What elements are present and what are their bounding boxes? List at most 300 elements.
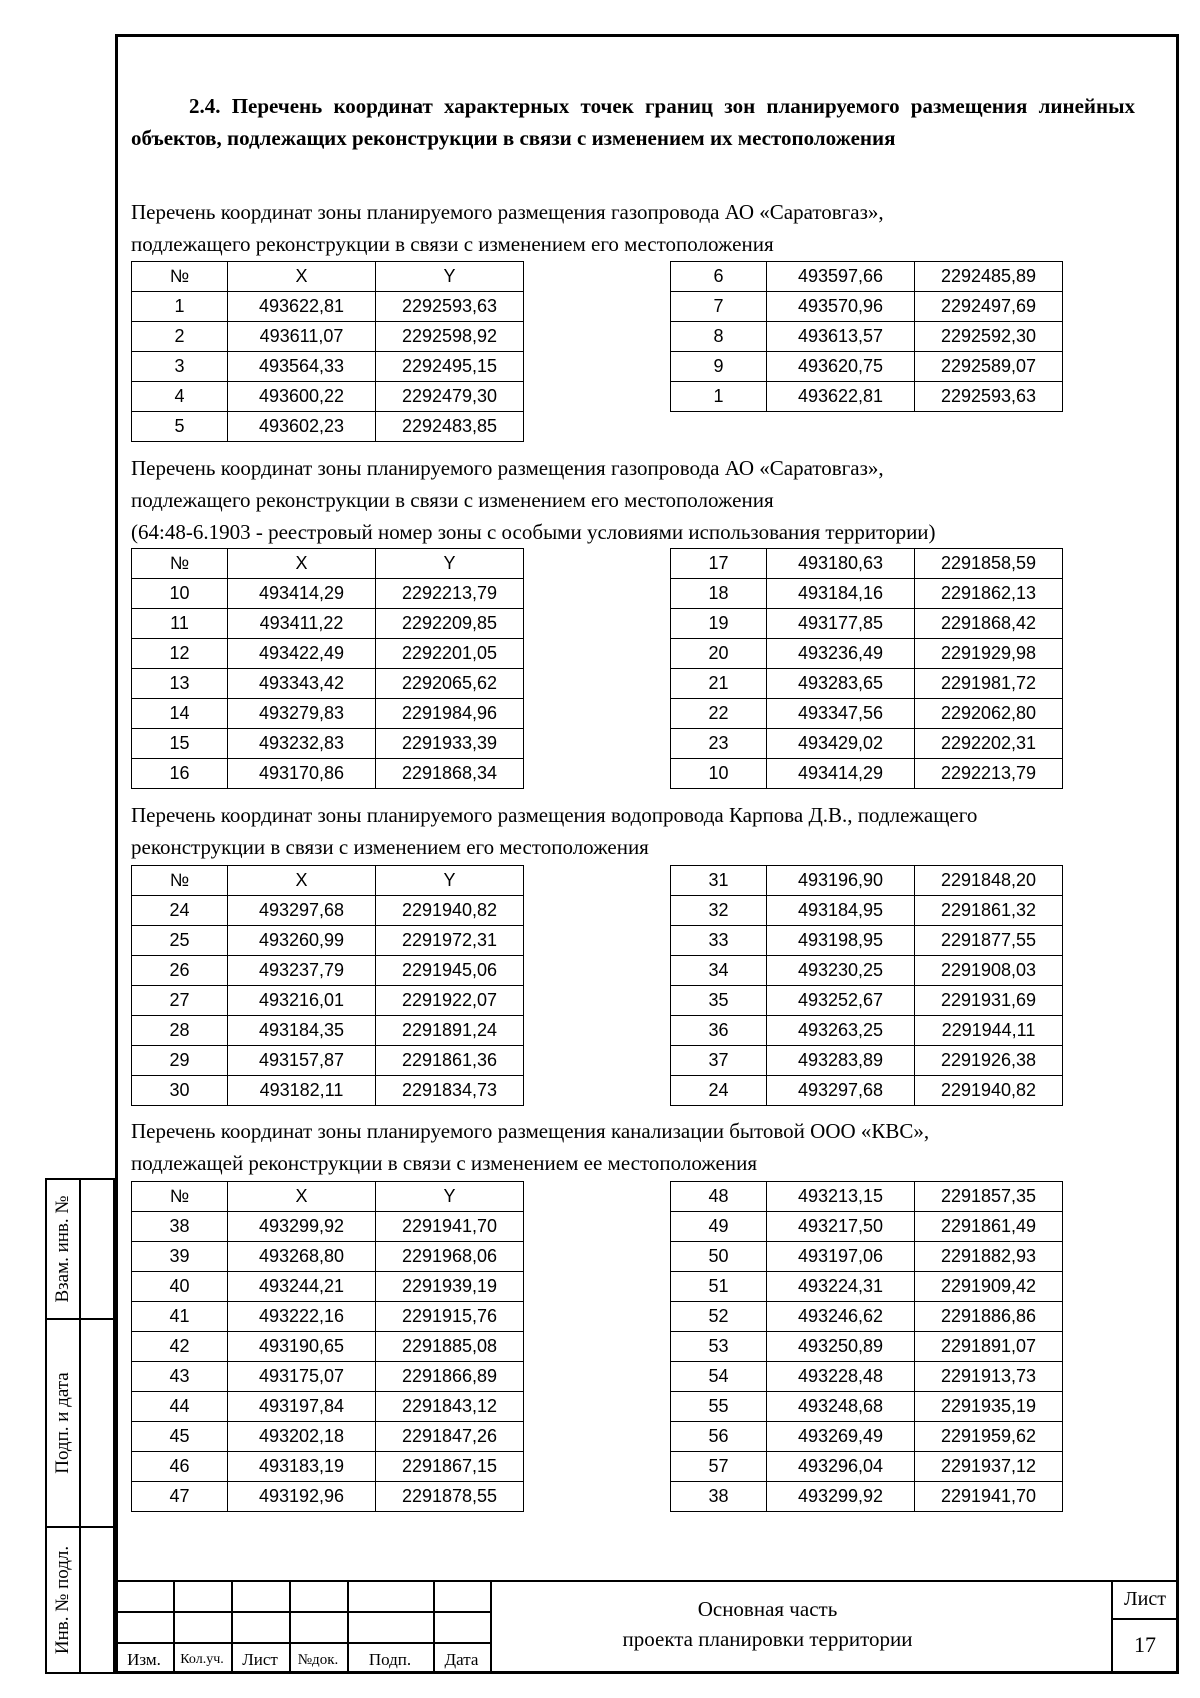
x-coordinate-cell: 493414,29 bbox=[767, 759, 915, 789]
document-title-line-2: проекта планировки территории bbox=[622, 1627, 913, 1651]
x-coordinate-cell: 493422,49 bbox=[228, 639, 376, 669]
table-row bbox=[671, 866, 1063, 896]
point-number-cell: 35 bbox=[671, 986, 767, 1016]
table-row bbox=[132, 956, 524, 986]
y-coordinate-cell: 2291891,24 bbox=[376, 1016, 524, 1046]
x-coordinate-cell: 493244,21 bbox=[228, 1272, 376, 1302]
y-coordinate-cell: 2291935,19 bbox=[915, 1392, 1063, 1422]
table-row bbox=[671, 1212, 1063, 1242]
point-number-cell: 8 bbox=[671, 322, 767, 352]
y-coordinate-cell: 2291908,03 bbox=[915, 956, 1063, 986]
title-block bbox=[115, 1580, 1179, 1674]
y-coordinate-cell: 2291885,08 bbox=[376, 1332, 524, 1362]
table-row bbox=[132, 1046, 524, 1076]
x-coordinate-cell: 493175,07 bbox=[228, 1362, 376, 1392]
x-coordinate-cell: 493297,68 bbox=[228, 896, 376, 926]
section-3-left-table bbox=[131, 865, 524, 1106]
table-row bbox=[132, 896, 524, 926]
table-header-cell: Y bbox=[376, 262, 524, 292]
x-coordinate-cell: 493224,31 bbox=[767, 1272, 915, 1302]
table-row bbox=[671, 1046, 1063, 1076]
table-row bbox=[671, 639, 1063, 669]
x-coordinate-cell: 493613,57 bbox=[767, 322, 915, 352]
section-1-left-table bbox=[131, 261, 524, 442]
table-row bbox=[671, 926, 1063, 956]
y-coordinate-cell: 2292598,92 bbox=[376, 322, 524, 352]
point-number-cell: 29 bbox=[132, 1046, 228, 1076]
table-header-cell: X bbox=[228, 549, 376, 579]
section-2-caption-line-2: подлежащего реконструкции в связи с изменением его местоположения bbox=[131, 488, 774, 512]
x-coordinate-cell: 493236,49 bbox=[767, 639, 915, 669]
side-label-cell bbox=[47, 1320, 81, 1526]
y-coordinate-cell: 2292213,79 bbox=[915, 759, 1063, 789]
section-4-right-table bbox=[670, 1181, 1063, 1512]
point-number-cell: 34 bbox=[671, 956, 767, 986]
y-coordinate-cell: 2291886,86 bbox=[915, 1302, 1063, 1332]
x-coordinate-cell: 493237,79 bbox=[228, 956, 376, 986]
x-coordinate-cell: 493213,15 bbox=[767, 1182, 915, 1212]
section-1-caption-line-1: Перечень координат зоны планируемого размещения газопровода АО «Саратовгаз», bbox=[131, 200, 884, 224]
section-3-caption-line-1: Перечень координат зоны планируемого размещения водопровода Карпова Д.В., подлежащего bbox=[131, 803, 978, 827]
table-row bbox=[671, 1182, 1063, 1212]
point-number-cell: 19 bbox=[671, 609, 767, 639]
table-row bbox=[671, 669, 1063, 699]
y-coordinate-cell: 2292589,07 bbox=[915, 352, 1063, 382]
point-number-cell: 14 bbox=[132, 699, 228, 729]
x-coordinate-cell: 493296,04 bbox=[767, 1452, 915, 1482]
point-number-cell: 41 bbox=[132, 1302, 228, 1332]
x-coordinate-cell: 493246,62 bbox=[767, 1302, 915, 1332]
table-row bbox=[132, 609, 524, 639]
point-number-cell: 10 bbox=[671, 759, 767, 789]
y-coordinate-cell: 2292479,30 bbox=[376, 382, 524, 412]
x-coordinate-cell: 493184,16 bbox=[767, 579, 915, 609]
section-2-left-table bbox=[131, 548, 524, 789]
point-number-cell: 13 bbox=[132, 669, 228, 699]
y-coordinate-cell: 2291861,32 bbox=[915, 896, 1063, 926]
y-coordinate-cell: 2291940,82 bbox=[915, 1076, 1063, 1106]
y-coordinate-cell: 2292209,85 bbox=[376, 609, 524, 639]
y-coordinate-cell: 2291984,96 bbox=[376, 699, 524, 729]
x-coordinate-cell: 493202,18 bbox=[228, 1422, 376, 1452]
point-number-cell: 1 bbox=[671, 382, 767, 412]
point-number-cell: 52 bbox=[671, 1302, 767, 1332]
table-header-cell: Y bbox=[376, 1182, 524, 1212]
point-number-cell: 24 bbox=[671, 1076, 767, 1106]
stamp-label-signature: Подп. bbox=[368, 1650, 412, 1669]
point-number-cell: 7 bbox=[671, 292, 767, 322]
y-coordinate-cell: 2291847,26 bbox=[376, 1422, 524, 1452]
y-coordinate-cell: 2291940,82 bbox=[376, 896, 524, 926]
stamp-label-change: Изм. bbox=[127, 1650, 161, 1669]
table-row bbox=[132, 1452, 524, 1482]
table-row bbox=[671, 1016, 1063, 1046]
point-number-cell: 28 bbox=[132, 1016, 228, 1046]
x-coordinate-cell: 493600,22 bbox=[228, 382, 376, 412]
y-coordinate-cell: 2292592,30 bbox=[915, 322, 1063, 352]
y-coordinate-cell: 2291959,62 bbox=[915, 1422, 1063, 1452]
point-number-cell: 32 bbox=[671, 896, 767, 926]
point-number-cell: 42 bbox=[132, 1332, 228, 1362]
x-coordinate-cell: 493299,92 bbox=[767, 1482, 915, 1512]
table-row bbox=[671, 956, 1063, 986]
y-coordinate-cell: 2291861,49 bbox=[915, 1212, 1063, 1242]
x-coordinate-cell: 493180,63 bbox=[767, 549, 915, 579]
point-number-cell: 47 bbox=[132, 1482, 228, 1512]
table-row bbox=[671, 896, 1063, 926]
point-number-cell: 27 bbox=[132, 986, 228, 1016]
section-4-caption-line-2: подлежащей реконструкции в связи с изменением ее местоположения bbox=[131, 1151, 758, 1175]
table-header-row bbox=[132, 549, 524, 579]
x-coordinate-cell: 493260,99 bbox=[228, 926, 376, 956]
table-row bbox=[132, 352, 524, 382]
x-coordinate-cell: 493192,96 bbox=[228, 1482, 376, 1512]
point-number-cell: 9 bbox=[671, 352, 767, 382]
table-row bbox=[132, 639, 524, 669]
sheet-label: Лист bbox=[1124, 1588, 1166, 1610]
x-coordinate-cell: 493250,89 bbox=[767, 1332, 915, 1362]
x-coordinate-cell: 493299,92 bbox=[228, 1212, 376, 1242]
table-row bbox=[671, 1452, 1063, 1482]
y-coordinate-cell: 2291878,55 bbox=[376, 1482, 524, 1512]
x-coordinate-cell: 493597,66 bbox=[767, 262, 915, 292]
point-number-cell: 54 bbox=[671, 1362, 767, 1392]
point-number-cell: 39 bbox=[132, 1242, 228, 1272]
point-number-cell: 53 bbox=[671, 1332, 767, 1362]
table-row bbox=[132, 1242, 524, 1272]
table-row bbox=[671, 1422, 1063, 1452]
x-coordinate-cell: 493283,89 bbox=[767, 1046, 915, 1076]
y-coordinate-cell: 2292062,80 bbox=[915, 699, 1063, 729]
x-coordinate-cell: 493283,65 bbox=[767, 669, 915, 699]
y-coordinate-cell: 2291922,07 bbox=[376, 986, 524, 1016]
y-coordinate-cell: 2292202,31 bbox=[915, 729, 1063, 759]
table-header-cell: Y bbox=[376, 866, 524, 896]
table-header-cell: X bbox=[228, 1182, 376, 1212]
y-coordinate-cell: 2291858,59 bbox=[915, 549, 1063, 579]
y-coordinate-cell: 2291848,20 bbox=[915, 866, 1063, 896]
stamp-label-doc-no: №док. bbox=[297, 1652, 339, 1668]
x-coordinate-cell: 493196,90 bbox=[767, 866, 915, 896]
x-coordinate-cell: 493620,75 bbox=[767, 352, 915, 382]
y-coordinate-cell: 2291891,07 bbox=[915, 1332, 1063, 1362]
y-coordinate-cell: 2291882,93 bbox=[915, 1242, 1063, 1272]
y-coordinate-cell: 2291926,38 bbox=[915, 1046, 1063, 1076]
table-row bbox=[671, 322, 1063, 352]
x-coordinate-cell: 493232,83 bbox=[228, 729, 376, 759]
y-coordinate-cell: 2292483,85 bbox=[376, 412, 524, 442]
table-row bbox=[132, 1272, 524, 1302]
x-coordinate-cell: 493263,25 bbox=[767, 1016, 915, 1046]
x-coordinate-cell: 493269,49 bbox=[767, 1422, 915, 1452]
side-label-original-inv: Инв. № подл. bbox=[52, 1545, 73, 1655]
table-row bbox=[132, 1212, 524, 1242]
y-coordinate-cell: 2292213,79 bbox=[376, 579, 524, 609]
x-coordinate-cell: 493622,81 bbox=[228, 292, 376, 322]
table-row bbox=[671, 1392, 1063, 1422]
y-coordinate-cell: 2291834,73 bbox=[376, 1076, 524, 1106]
y-coordinate-cell: 2291868,42 bbox=[915, 609, 1063, 639]
y-coordinate-cell: 2291933,39 bbox=[376, 729, 524, 759]
x-coordinate-cell: 493279,83 bbox=[228, 699, 376, 729]
side-box-replacement-inv bbox=[45, 1178, 115, 1320]
table-row bbox=[671, 382, 1063, 412]
table-row bbox=[671, 579, 1063, 609]
stamp-label-sheet: Лист bbox=[242, 1650, 278, 1669]
point-number-cell: 4 bbox=[132, 382, 228, 412]
x-coordinate-cell: 493182,11 bbox=[228, 1076, 376, 1106]
point-number-cell: 44 bbox=[132, 1392, 228, 1422]
point-number-cell: 21 bbox=[671, 669, 767, 699]
side-box-signature-date bbox=[45, 1318, 115, 1528]
section-3-caption-line-2: реконструкции в связи с изменением его местоположения bbox=[131, 835, 649, 859]
point-number-cell: 38 bbox=[132, 1212, 228, 1242]
table-row bbox=[671, 699, 1063, 729]
point-number-cell: 17 bbox=[671, 549, 767, 579]
point-number-cell: 25 bbox=[132, 926, 228, 956]
table-row bbox=[132, 699, 524, 729]
table-row bbox=[671, 1362, 1063, 1392]
table-row bbox=[132, 1302, 524, 1332]
section-heading-text: 2.4. Перечень координат характерных точек границ зон планируемого размещения линейных объектов, подлежащих реконструкции в связи с изменением их местоположения bbox=[131, 94, 1135, 150]
point-number-cell: 20 bbox=[671, 639, 767, 669]
point-number-cell: 24 bbox=[132, 896, 228, 926]
x-coordinate-cell: 493190,65 bbox=[228, 1332, 376, 1362]
table-row bbox=[132, 382, 524, 412]
table-row bbox=[671, 729, 1063, 759]
x-coordinate-cell: 493252,67 bbox=[767, 986, 915, 1016]
stamp-label-count: Кол.уч. bbox=[180, 1652, 224, 1667]
table-row bbox=[132, 926, 524, 956]
y-coordinate-cell: 2292201,05 bbox=[376, 639, 524, 669]
point-number-cell: 23 bbox=[671, 729, 767, 759]
section-1-right-table bbox=[670, 261, 1063, 412]
x-coordinate-cell: 493217,50 bbox=[767, 1212, 915, 1242]
point-number-cell: 43 bbox=[132, 1362, 228, 1392]
x-coordinate-cell: 493222,16 bbox=[228, 1302, 376, 1332]
table-row bbox=[671, 986, 1063, 1016]
y-coordinate-cell: 2291862,13 bbox=[915, 579, 1063, 609]
table-row bbox=[132, 1422, 524, 1452]
document-title bbox=[490, 1594, 1045, 1654]
table-header-row bbox=[132, 866, 524, 896]
point-number-cell: 49 bbox=[671, 1212, 767, 1242]
table-row bbox=[132, 1392, 524, 1422]
table-header-row bbox=[132, 262, 524, 292]
x-coordinate-cell: 493429,02 bbox=[767, 729, 915, 759]
section-4-left-table bbox=[131, 1181, 524, 1512]
point-number-cell: 15 bbox=[132, 729, 228, 759]
x-coordinate-cell: 493570,96 bbox=[767, 292, 915, 322]
table-header-cell: X bbox=[228, 866, 376, 896]
table-row bbox=[132, 669, 524, 699]
x-coordinate-cell: 493177,85 bbox=[767, 609, 915, 639]
y-coordinate-cell: 2291867,15 bbox=[376, 1452, 524, 1482]
side-label-cell bbox=[47, 1180, 81, 1318]
table-row bbox=[671, 1242, 1063, 1272]
table-row bbox=[671, 1332, 1063, 1362]
table-header-cell: X bbox=[228, 262, 376, 292]
point-number-cell: 22 bbox=[671, 699, 767, 729]
table-row bbox=[132, 729, 524, 759]
point-number-cell: 38 bbox=[671, 1482, 767, 1512]
y-coordinate-cell: 2292593,63 bbox=[376, 292, 524, 322]
sheet-number: 17 bbox=[1134, 1632, 1156, 1657]
y-coordinate-cell: 2291866,89 bbox=[376, 1362, 524, 1392]
point-number-cell: 50 bbox=[671, 1242, 767, 1272]
point-number-cell: 55 bbox=[671, 1392, 767, 1422]
x-coordinate-cell: 493248,68 bbox=[767, 1392, 915, 1422]
x-coordinate-cell: 493297,68 bbox=[767, 1076, 915, 1106]
point-number-cell: 40 bbox=[132, 1272, 228, 1302]
side-label-cell bbox=[47, 1528, 81, 1672]
point-number-cell: 1 bbox=[132, 292, 228, 322]
section-2-caption-line-1: Перечень координат зоны планируемого размещения газопровода АО «Саратовгаз», bbox=[131, 456, 884, 480]
point-number-cell: 56 bbox=[671, 1422, 767, 1452]
point-number-cell: 5 bbox=[132, 412, 228, 442]
y-coordinate-cell: 2292497,69 bbox=[915, 292, 1063, 322]
table-row bbox=[132, 412, 524, 442]
table-row bbox=[132, 322, 524, 352]
table-row bbox=[671, 549, 1063, 579]
table-header-cell: № bbox=[132, 549, 228, 579]
table-row bbox=[671, 1272, 1063, 1302]
y-coordinate-cell: 2291861,36 bbox=[376, 1046, 524, 1076]
table-header-cell: № bbox=[132, 262, 228, 292]
section-2-caption-line-3: (64:48-6.1903 - реестровый номер зоны с особыми условиями использования территории) bbox=[131, 520, 936, 544]
x-coordinate-cell: 493184,35 bbox=[228, 1016, 376, 1046]
y-coordinate-cell: 2291972,31 bbox=[376, 926, 524, 956]
point-number-cell: 45 bbox=[132, 1422, 228, 1452]
y-coordinate-cell: 2291877,55 bbox=[915, 926, 1063, 956]
table-header-row bbox=[132, 1182, 524, 1212]
y-coordinate-cell: 2291968,06 bbox=[376, 1242, 524, 1272]
table-row bbox=[132, 1482, 524, 1512]
y-coordinate-cell: 2291931,69 bbox=[915, 986, 1063, 1016]
point-number-cell: 16 bbox=[132, 759, 228, 789]
x-coordinate-cell: 493183,19 bbox=[228, 1452, 376, 1482]
y-coordinate-cell: 2291937,12 bbox=[915, 1452, 1063, 1482]
section-4-caption-line-1: Перечень координат зоны планируемого размещения канализации бытовой ООО «КВС», bbox=[131, 1119, 930, 1143]
y-coordinate-cell: 2291857,35 bbox=[915, 1182, 1063, 1212]
y-coordinate-cell: 2291981,72 bbox=[915, 669, 1063, 699]
y-coordinate-cell: 2291941,70 bbox=[376, 1212, 524, 1242]
table-row bbox=[132, 759, 524, 789]
side-label-replacement-inv: Взам. инв. № bbox=[52, 1195, 73, 1303]
document-title-line-1: Основная часть bbox=[697, 1597, 838, 1621]
section-3-right-table bbox=[670, 865, 1063, 1106]
x-coordinate-cell: 493170,86 bbox=[228, 759, 376, 789]
y-coordinate-cell: 2291843,12 bbox=[376, 1392, 524, 1422]
table-row bbox=[671, 352, 1063, 382]
x-coordinate-cell: 493230,25 bbox=[767, 956, 915, 986]
table-row bbox=[671, 262, 1063, 292]
point-number-cell: 46 bbox=[132, 1452, 228, 1482]
table-row bbox=[132, 292, 524, 322]
section-heading bbox=[131, 90, 1135, 154]
table-header-cell: № bbox=[132, 866, 228, 896]
x-coordinate-cell: 493197,84 bbox=[228, 1392, 376, 1422]
point-number-cell: 18 bbox=[671, 579, 767, 609]
table-row bbox=[671, 1482, 1063, 1512]
side-label-signature-date: Подп. и дата bbox=[52, 1372, 73, 1474]
y-coordinate-cell: 2291868,34 bbox=[376, 759, 524, 789]
table-row bbox=[671, 1302, 1063, 1332]
y-coordinate-cell: 2291913,73 bbox=[915, 1362, 1063, 1392]
y-coordinate-cell: 2291941,70 bbox=[915, 1482, 1063, 1512]
x-coordinate-cell: 493411,22 bbox=[228, 609, 376, 639]
point-number-cell: 2 bbox=[132, 322, 228, 352]
point-number-cell: 10 bbox=[132, 579, 228, 609]
point-number-cell: 33 bbox=[671, 926, 767, 956]
y-coordinate-cell: 2291944,11 bbox=[915, 1016, 1063, 1046]
point-number-cell: 26 bbox=[132, 956, 228, 986]
y-coordinate-cell: 2291909,42 bbox=[915, 1272, 1063, 1302]
section-1-caption-line-2: подлежащего реконструкции в связи с изменением его местоположения bbox=[131, 232, 774, 256]
x-coordinate-cell: 493347,56 bbox=[767, 699, 915, 729]
y-coordinate-cell: 2291939,19 bbox=[376, 1272, 524, 1302]
x-coordinate-cell: 493564,33 bbox=[228, 352, 376, 382]
point-number-cell: 3 bbox=[132, 352, 228, 382]
point-number-cell: 12 bbox=[132, 639, 228, 669]
table-row bbox=[671, 609, 1063, 639]
y-coordinate-cell: 2291915,76 bbox=[376, 1302, 524, 1332]
side-box-original-inv bbox=[45, 1526, 115, 1674]
x-coordinate-cell: 493216,01 bbox=[228, 986, 376, 1016]
x-coordinate-cell: 493414,29 bbox=[228, 579, 376, 609]
x-coordinate-cell: 493622,81 bbox=[767, 382, 915, 412]
table-row bbox=[671, 292, 1063, 322]
x-coordinate-cell: 493268,80 bbox=[228, 1242, 376, 1272]
x-coordinate-cell: 493228,48 bbox=[767, 1362, 915, 1392]
y-coordinate-cell: 2292485,89 bbox=[915, 262, 1063, 292]
table-row bbox=[132, 579, 524, 609]
table-row bbox=[132, 1332, 524, 1362]
point-number-cell: 57 bbox=[671, 1452, 767, 1482]
x-coordinate-cell: 493197,06 bbox=[767, 1242, 915, 1272]
section-2-right-table bbox=[670, 548, 1063, 789]
table-row bbox=[132, 1076, 524, 1106]
table-header-cell: № bbox=[132, 1182, 228, 1212]
table-row bbox=[132, 986, 524, 1016]
table-row bbox=[671, 1076, 1063, 1106]
y-coordinate-cell: 2292593,63 bbox=[915, 382, 1063, 412]
x-coordinate-cell: 493611,07 bbox=[228, 322, 376, 352]
x-coordinate-cell: 493602,23 bbox=[228, 412, 376, 442]
y-coordinate-cell: 2292495,15 bbox=[376, 352, 524, 382]
point-number-cell: 31 bbox=[671, 866, 767, 896]
point-number-cell: 48 bbox=[671, 1182, 767, 1212]
table-row bbox=[671, 759, 1063, 789]
x-coordinate-cell: 493157,87 bbox=[228, 1046, 376, 1076]
x-coordinate-cell: 493198,95 bbox=[767, 926, 915, 956]
point-number-cell: 6 bbox=[671, 262, 767, 292]
stamp-sheet-divider bbox=[1111, 1618, 1179, 1620]
point-number-cell: 36 bbox=[671, 1016, 767, 1046]
point-number-cell: 37 bbox=[671, 1046, 767, 1076]
x-coordinate-cell: 493343,42 bbox=[228, 669, 376, 699]
y-coordinate-cell: 2291945,06 bbox=[376, 956, 524, 986]
y-coordinate-cell: 2292065,62 bbox=[376, 669, 524, 699]
point-number-cell: 51 bbox=[671, 1272, 767, 1302]
stamp-label-date: Дата bbox=[444, 1650, 479, 1669]
x-coordinate-cell: 493184,95 bbox=[767, 896, 915, 926]
y-coordinate-cell: 2291929,98 bbox=[915, 639, 1063, 669]
point-number-cell: 30 bbox=[132, 1076, 228, 1106]
table-row bbox=[132, 1362, 524, 1392]
table-row bbox=[132, 1016, 524, 1046]
point-number-cell: 11 bbox=[132, 609, 228, 639]
